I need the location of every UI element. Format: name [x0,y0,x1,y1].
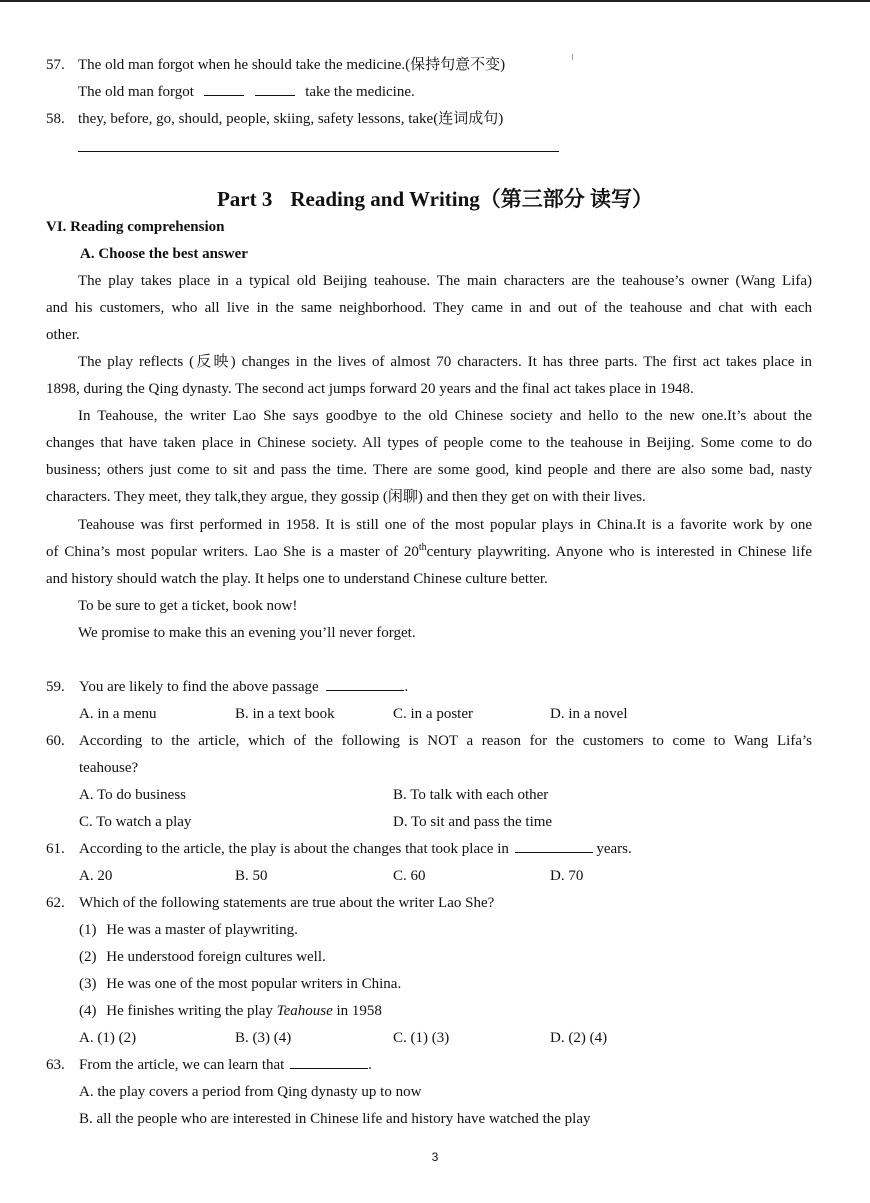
q62-statement-3-text: He was one of the most popular writers in China. [106,976,402,992]
q63-stem [79,1056,372,1074]
passage-p4-line2-b: century playwriting. Anyone who is interested in Chinese life [426,544,813,560]
q60-option-b[interactable]: B. To talk with each other [393,787,549,803]
q60-option-d[interactable]: D. To sit and pass the time [393,814,553,830]
q60-option-a[interactable]: A. To do business [79,787,187,803]
q57-rewrite-start: The old man forgot [78,84,194,100]
q63-option-b[interactable]: B. all the people who are interested in Chinese life and history have watched the play [79,1111,591,1127]
q61-option-a[interactable]: A. 20 [79,868,113,884]
passage-p5: To be sure to get a ticket, book now! [78,598,298,614]
q59-option-b[interactable]: B. in a text book [235,706,335,722]
q60-number: 60. [46,733,65,749]
q62-statement-4-text: He finishes writing the play [106,1003,277,1019]
q62-option-d[interactable]: D. (2) (4) [550,1030,608,1046]
q57-rewrite-line [78,83,415,101]
q61-option-c[interactable]: C. 60 [393,868,426,884]
q59-blank[interactable] [326,678,404,691]
q62-statement-4-italic: Teahouse [276,1003,333,1019]
q57-number: 57. [46,57,65,73]
passage-p1-line2: and his customers, who all live in the same neighborhood. They came in and out of the teahouse and chat with each [46,300,812,316]
q63-option-a[interactable]: A. the play covers a period from Qing dynasty up to now [79,1084,422,1100]
q62-statement-4 [79,1002,382,1020]
passage-p2-line1: The play reflects (反映) changes in the lives of almost 70 characters. It has three parts. The first act takes place in [78,354,812,370]
q62-statement-4-number: (4) [79,1003,97,1019]
passage-p4-sup: th [418,542,427,553]
q62-statement-2-number: (2) [79,949,97,965]
part-heading: Reading and Writing（第三部分 读写） [290,187,654,211]
passage-p2-line2: 1898, during the Qing dynasty. The second act jumps forward 20 years and the final act takes place in 1948. [46,381,694,397]
q59-option-c[interactable]: C. in a poster [393,706,473,722]
part-label: Part 3 [216,187,273,211]
q61-option-d[interactable]: D. 70 [550,868,584,884]
q60-line2: teahouse? [79,760,139,776]
q62-number: 62. [46,895,65,911]
q62-option-b[interactable]: B. (3) (4) [235,1030,292,1046]
q60-option-c[interactable]: C. To watch a play [79,814,192,830]
passage-p4-line2 [46,543,812,561]
q62-statement-3-number: (3) [79,976,97,992]
q61-number: 61. [46,841,65,857]
q57-blank-2[interactable] [255,83,295,96]
q58-answer-line[interactable] [78,151,559,152]
passage-p3-line1: In Teahouse, the writer Lao She says goodbye to the old Chinese society and hello to the new one.It’s about the [78,408,812,424]
q63-number: 63. [46,1057,65,1073]
q57-rewrite-end: take the medicine. [305,84,415,100]
passage-p3-line4: characters. They meet, they talk,they argue, they gossip (闲聊) and then they get on with their lives. [46,489,646,505]
q62-option-c[interactable]: C. (1) (3) [393,1030,450,1046]
top-border [0,0,870,2]
page-number: 3 [431,1150,439,1164]
q62-statement-2 [79,948,326,966]
q57-text: The old man forgot when he should take the medicine.(保持句意不变) [78,57,506,73]
q63-text: From the article, we can learn that [79,1057,285,1073]
q62-statement-3 [79,975,401,993]
part-title [0,186,870,212]
q61-text: According to the article, the play is about the changes that took place in [79,841,509,857]
passage-p4-line1: Teahouse was first performed in 1958. It is still one of the most popular plays in China.It is a favorite work by one [78,517,812,533]
q59-text: You are likely to find the above passage [79,679,319,695]
q62-option-a[interactable]: A. (1) (2) [79,1030,137,1046]
passage-p1-line1: The play takes place in a typical old Beijing teahouse. The main characters are the teahouse’s owner (Wang Lifa) [78,273,812,289]
q63-blank[interactable] [290,1056,368,1069]
passage-p3-line2: changes that have taken place in Chinese society. All types of people come to the teahouse in Beijing. Some come to do [46,435,812,451]
q59-option-d[interactable]: D. in a novel [550,706,628,722]
q62-statement-1-number: (1) [79,922,97,938]
q59-end: . [404,679,409,695]
passage-p6: We promise to make this an evening you’ll never forget. [78,625,416,641]
passage-p1-line3: other. [46,327,80,343]
passage-p4-line3: and history should watch the play. It helps one to understand Chinese culture better. [46,571,548,587]
q59-option-a[interactable]: A. in a menu [79,706,157,722]
passage-p4-line2-a: of China’s most popular writers. Lao She is a master of 20 [46,544,419,560]
q63-end: . [368,1057,372,1073]
q60-line1: According to the article, which of the following is NOT a reason for the customers to come to Wang Lifa’s [79,733,812,749]
q62-statement-4-text-end: in 1958 [332,1003,382,1019]
q57-blank-1[interactable] [204,83,244,96]
section-heading: VI. Reading comprehension [46,219,225,235]
q58-text: they, before, go, should, people, skiing, safety lessons, take(连词成句) [78,111,504,127]
q59-number: 59. [46,679,65,695]
q61-stem [79,840,632,858]
q58-number: 58. [46,111,65,127]
q62-statement-2-text: He understood foreign cultures well. [106,949,326,965]
q61-option-b[interactable]: B. 50 [235,868,268,884]
q61-blank[interactable] [515,840,593,853]
q61-end: years. [596,841,632,857]
q62-statement-1 [79,921,298,939]
q59-stem [79,678,408,696]
section-subheading: A. Choose the best answer [80,246,248,262]
passage-p3-line3: business; others just come to sit and pass the time. There are some good, kind people and there are also some bad, nasty [46,462,812,478]
q62-statement-1-text: He was a master of playwriting. [106,922,298,938]
scan-mark [572,54,573,60]
q62-text: Which of the following statements are true about the writer Lao She? [79,895,495,911]
